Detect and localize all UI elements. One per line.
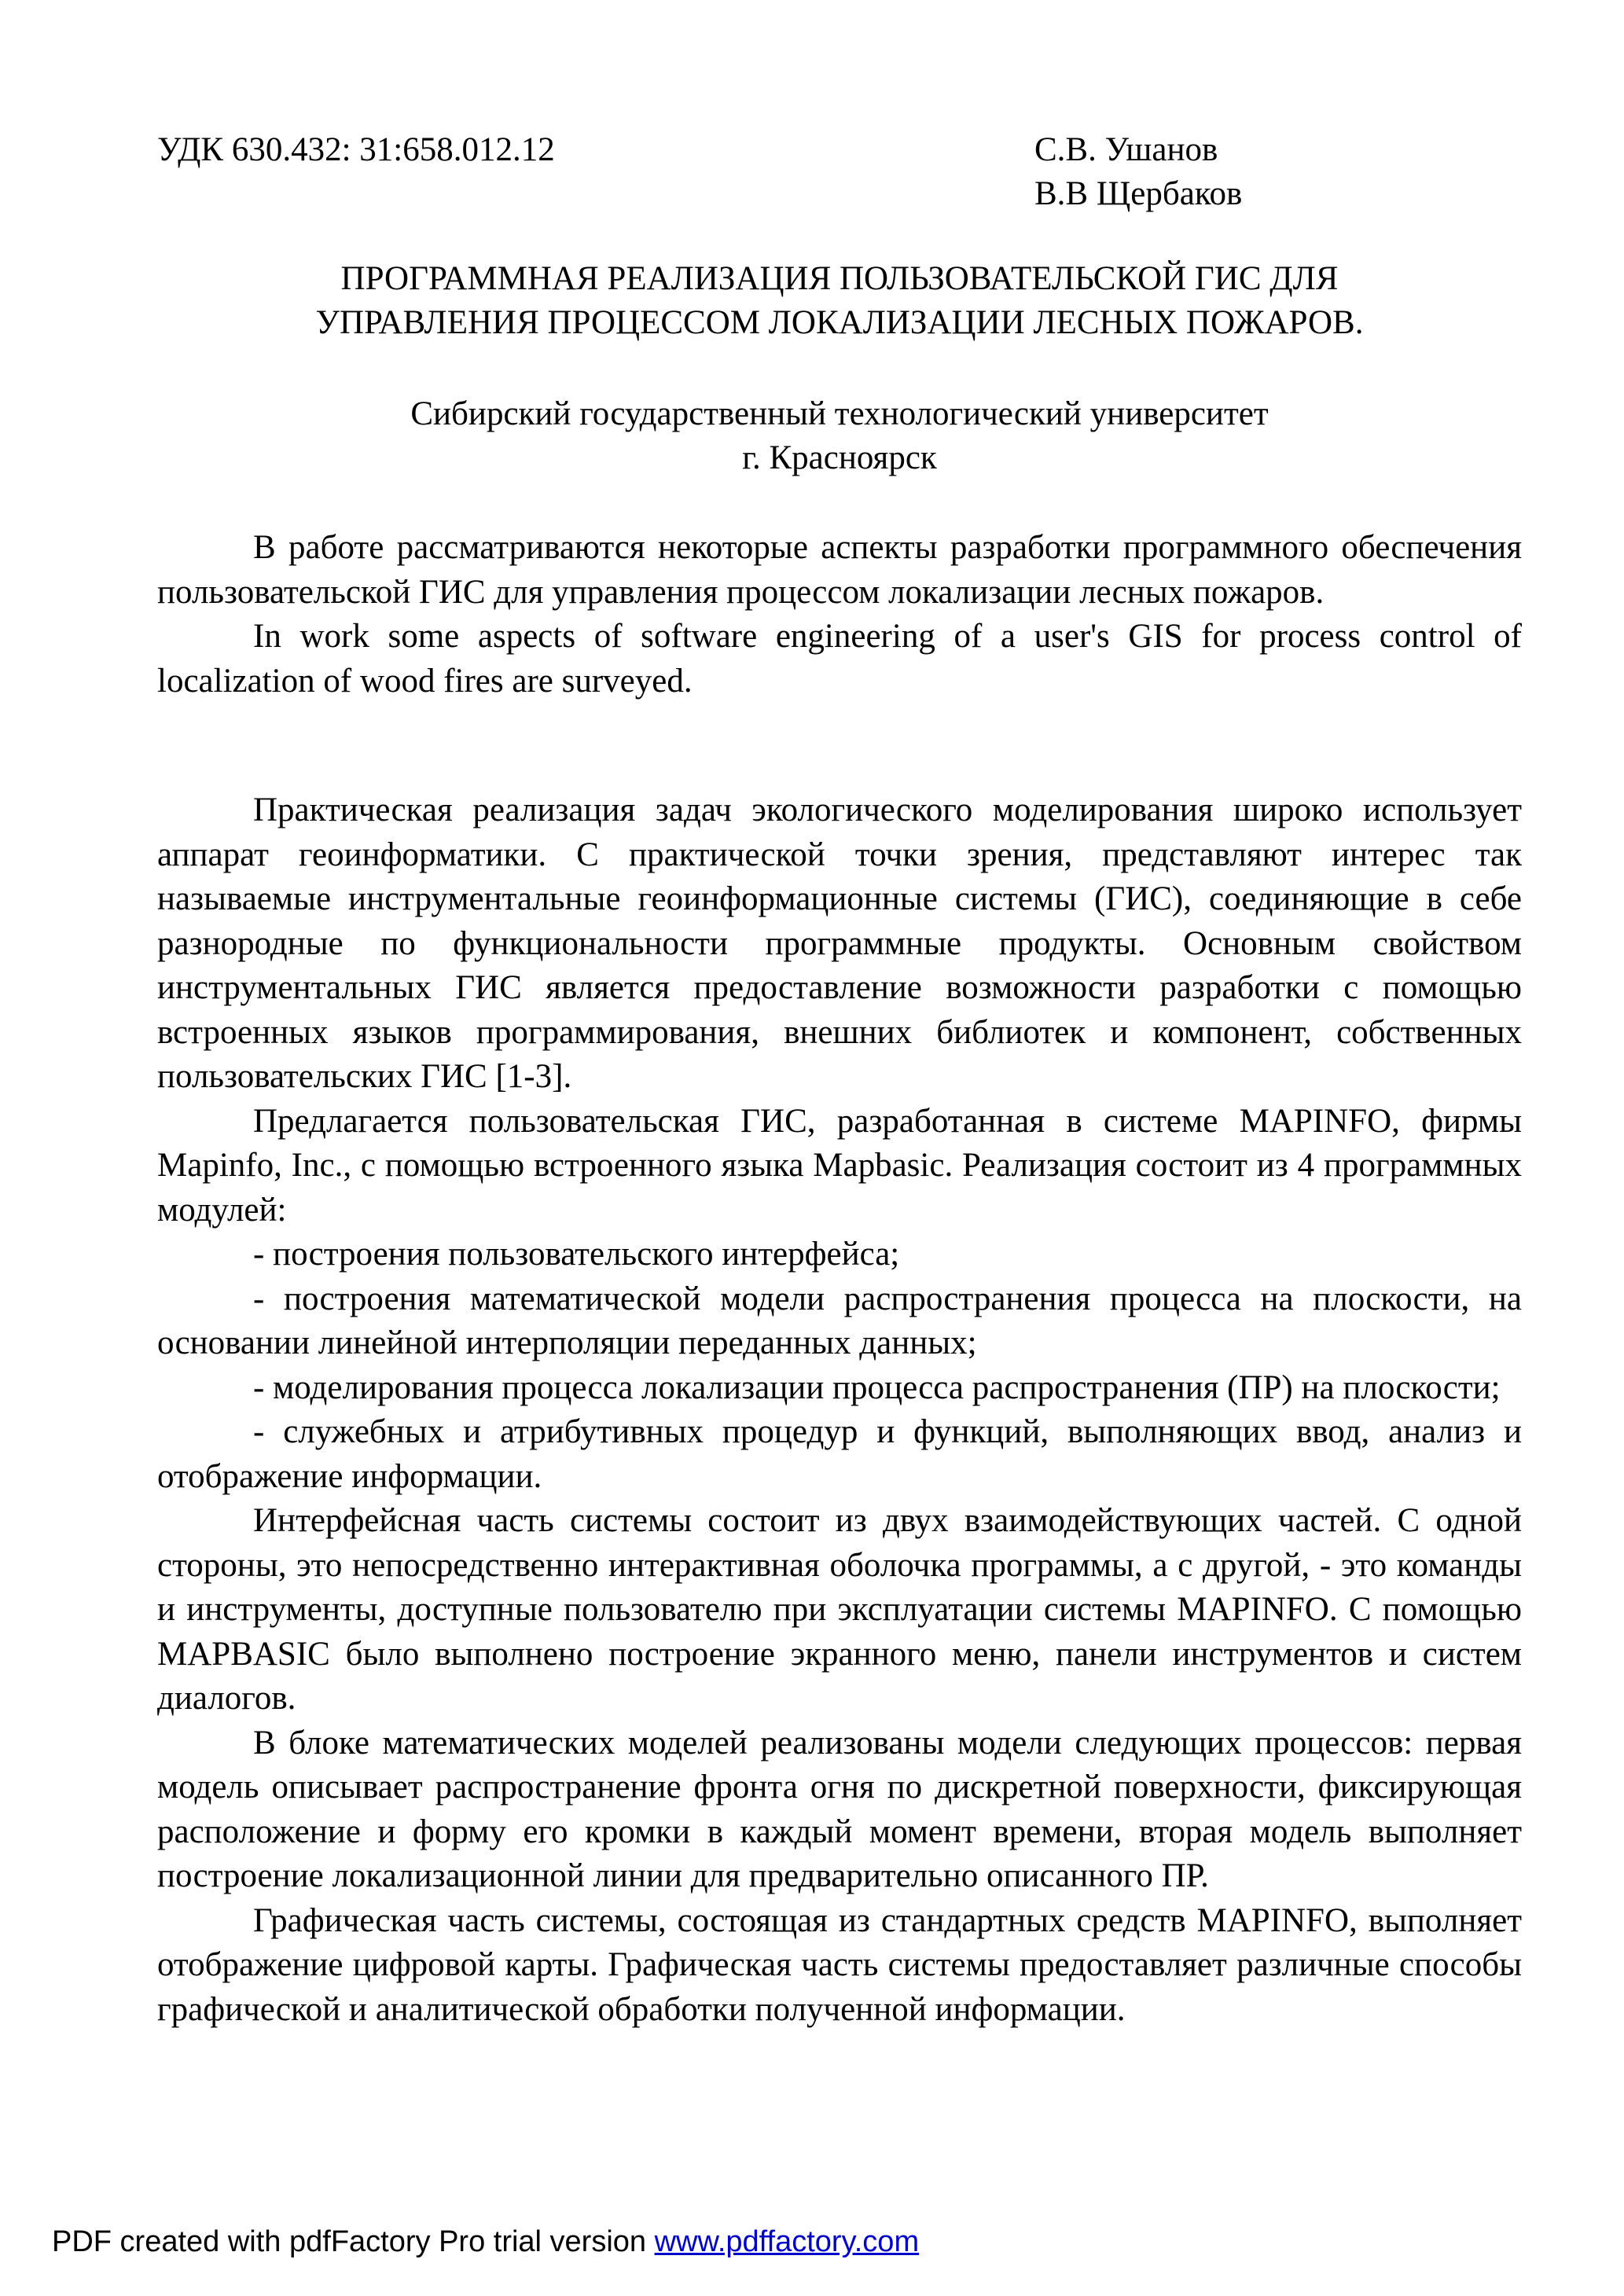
list-item-4: - служебных и атрибутивных процедур и функций, выполняющих ввод, анализ и отображение информации. (157, 1413, 1522, 1495)
body-paragraph-3: Интерфейсная часть системы состоит из двух взаимодействующих частей. С одной стороны, это непосредственно интерактивная оболочка программы, а с другой, - это команды и инструменты, доступные пользователю при эксплуатации системы MAPINFO. С помощью MAPBASIC было выполнено построение экранного меню, панели инструментов и систем диалогов. (157, 1502, 1522, 1717)
list-item-2: - построения математической модели распространения процесса на плоскости, на основании линейной интерполяции переданных данных; (157, 1280, 1522, 1361)
title-line-1: ПРОГРАММНАЯ РЕАЛИЗАЦИЯ ПОЛЬЗОВАТЕЛЬСКОЙ ГИС ДЛЯ (340, 260, 1339, 297)
author-1: С.В. Ушанов (1034, 131, 1218, 168)
body-text (157, 788, 1522, 2032)
body-paragraph-1: Практическая реализация задач экологического моделирования широко использует аппарат геоинформатики. С практической точки зрения, представляют интерес так называемые инструментальные геоинформационные системы (ГИС), соединяющие в себе разнородные по функциональности программные продукты. Основным свойством инструментальных ГИС является предоставление возможности разработки с помощью встроенных языков программирования, внешних библиотек и компонент, собственных пользовательских ГИС [1-3]. (157, 792, 1522, 1095)
affiliation-city: г. Красноярск (742, 439, 937, 476)
footer-link[interactable]: www.pdffactory.com (654, 2225, 920, 2258)
paper-title (157, 257, 1522, 345)
list-item-1: - построения пользовательского интерфейса; (253, 1236, 900, 1273)
body-paragraph-4: В блоке математических моделей реализованы модели следующих процессов: первая модель описывает распространение фронта огня по дискретной поверхности, фиксирующая расположение и форму его кромки в каждый момент времени, вторая модель выполняет построение локализационной линии для предварительно описанного ПР. (157, 1724, 1522, 1894)
abstract-english: In work some aspects of software engineering of a user's GIS for process control of localization of wood fires are surveyed. (157, 618, 1522, 700)
list-item-3: - моделирования процесса локализации процесса распространения (ПР) на плоскости; (253, 1368, 1501, 1406)
authors (1034, 128, 1242, 216)
affiliation-university: Сибирский государственный технологический университет (410, 395, 1269, 432)
footer-text: PDF created with pdfFactory Pro trial version (52, 2225, 655, 2258)
abstract (157, 526, 1522, 703)
abstract-russian: В работе рассматриваются некоторые аспекты разработки программного обеспечения пользовательской ГИС для управления процессом локализации лесных пожаров. (157, 529, 1522, 611)
body-paragraph-5: Графическая часть системы, состоящая из стандартных средств MAPINFO, выполняет отображение цифровой карты. Графическая часть системы предоставляет различные способы графической и аналитической обработки полученной информации. (157, 1901, 1522, 2028)
pdf-footer (52, 2223, 919, 2261)
body-paragraph-2: Предлагается пользовательская ГИС, разработанная в системе MAPINFO, фирмы Mapinfo, Inc., с помощью встроенного языка Mapbasic. Реализация состоит из 4 программных модулей: (157, 1102, 1522, 1229)
udk-code: УДК 630.432: 31:658.012.12 (157, 131, 555, 168)
title-line-2: УПРАВЛЕНИЯ ПРОЦЕССОМ ЛОКАЛИЗАЦИИ ЛЕСНЫХ ПОЖАРОВ. (315, 304, 1364, 341)
author-2: В.В Щербаков (1034, 175, 1243, 212)
affiliation (157, 392, 1522, 480)
